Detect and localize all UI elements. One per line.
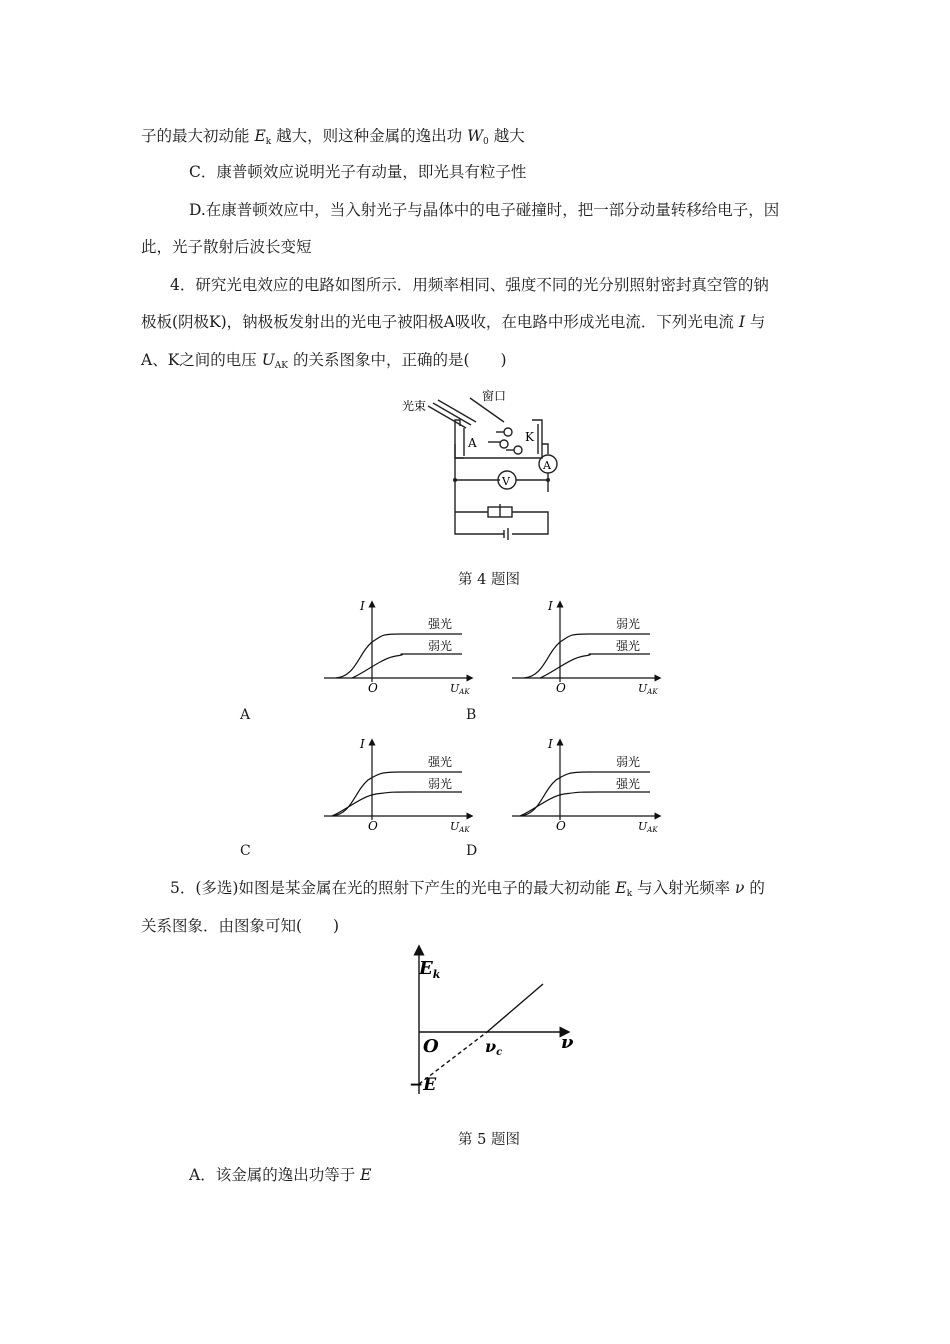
ek-line [487,984,543,1032]
iu-graph-d [508,734,668,834]
subscript: k [265,137,272,147]
iu-graph-c [320,734,480,834]
var-e: E [254,127,266,145]
option-c: C．康普顿效应说明光子有动量，即光具有粒子性 [189,163,527,181]
text-segment: A、K之间的电压 [141,351,262,369]
text-segment: A．该金属的逸出功等于 [189,1166,361,1184]
subscript: k [626,889,633,899]
bottom-curve [540,654,650,678]
figure-5-caption: 第 5 题图 [458,1132,520,1148]
bottom-curve [352,654,462,678]
text-segment: 越大 [488,127,525,145]
question-4-line2 [141,312,765,332]
ek-label: $E_k$ [419,958,441,981]
origin-label: O [368,681,378,695]
light-beam-label: 光束 [402,399,427,413]
bottom-curve-label: 强光 [616,639,641,653]
anode-label: A [468,436,477,450]
option-d-line1: D.在康普顿效应中，当入射光子与晶体中的电子碰撞时，把一部分动量转移给电子，因 [189,201,780,219]
text-segment: 越大，则这种金属的逸出功 [271,127,468,145]
question-4-line3 [141,350,507,376]
text-segment: 的关系图象中，正确的是( ) [288,351,507,369]
u-axis-label: UAK [450,682,470,696]
option-d-line2: 此，光子散射后波长变短 [141,238,312,256]
u-axis-label: UAK [450,820,470,834]
graph-option-label[interactable]: A [240,707,251,723]
i-axis-label: I [548,737,553,751]
ammeter-label: A [543,459,551,472]
neg-e-label: −E [409,1075,437,1095]
graph-option-label[interactable]: B [466,707,477,723]
var-i: I [738,313,745,331]
var-u: U [261,351,275,369]
origin-label: O [423,1036,439,1057]
top-curve-label: 强光 [428,755,453,769]
bottom-curve-label: 强光 [616,777,641,791]
subscript: 0 [483,137,489,147]
circuit-diagram [400,384,580,552]
nu-label: ν [561,1032,574,1053]
top-curve-label: 弱光 [616,755,641,769]
bottom-curve-label: 弱光 [428,777,453,791]
window-label: 窗口 [482,389,507,403]
text-segment: 与入射光频率 [632,879,736,897]
question-5-line2: 关系图象．由图象可知( ) [141,917,340,935]
u-axis-label: UAK [638,820,658,834]
text-line [141,126,525,152]
ek-nu-graph [405,944,585,1104]
i-axis-label: I [360,737,365,751]
text-segment: 的 [744,879,765,897]
var-e: E [360,1166,372,1184]
subscript: AK [274,361,289,371]
graph-option-label[interactable]: D [466,843,478,859]
u-axis-label: UAK [638,682,658,696]
cathode-label: K [525,430,534,444]
text-segment: 子的最大初动能 [141,127,255,145]
var-w: W [467,127,484,145]
bottom-curve [332,792,462,816]
text-segment: 与 [744,313,766,331]
top-curve-label: 弱光 [616,617,641,631]
origin-label: O [556,681,566,695]
var-e: E [615,879,627,897]
iu-graph-b [508,596,668,696]
figure-4-caption: 第 4 题图 [458,572,520,588]
bottom-curve [520,792,650,816]
nu-c-label: νc [485,1037,503,1058]
i-axis-label: I [548,599,553,613]
top-curve-label: 强光 [428,617,453,631]
origin-label: O [556,819,566,833]
graph-option-label[interactable]: C [240,843,251,859]
text-segment: 极板(阴极K)，钠极板发射出的光电子被阳极A吸收，在电路中形成光电流．下列光电流 [141,313,739,331]
option-a-q5 [189,1165,371,1185]
var-nu: ν [735,879,745,897]
text-segment: 5．(多选)如图是某金属在光的照射下产生的光电子的最大初动能 [170,879,616,897]
question-4-line1: 4．研究光电效应的电路如图所示．用频率相同、强度不同的光分别照射密封真空管的钠 [170,276,769,294]
voltmeter-label: V [502,475,510,488]
bottom-curve-label: 弱光 [428,639,453,653]
question-5-line1 [170,878,765,904]
i-axis-label: I [360,599,365,613]
iu-graph-a [320,596,480,696]
origin-label: O [368,819,378,833]
